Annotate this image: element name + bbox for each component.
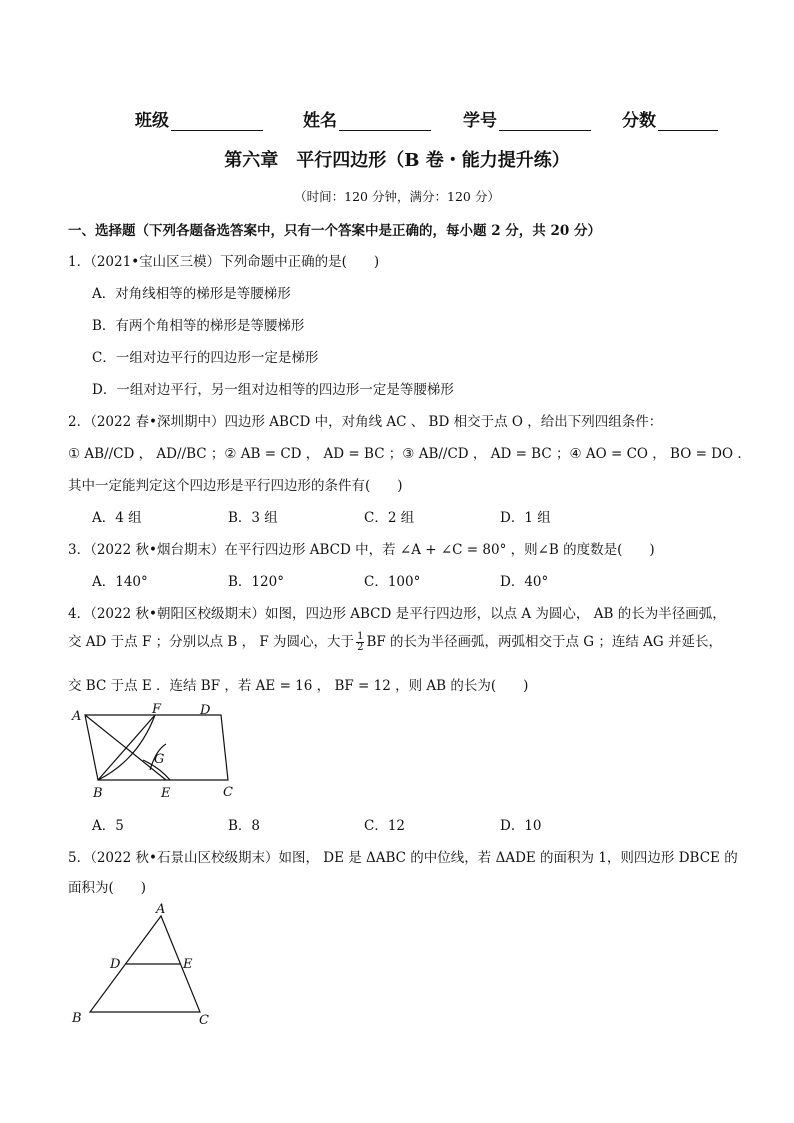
q3-option-c[interactable]: C．100° xyxy=(364,574,421,590)
q2-stem-line1: 2．（2022 春•深圳期中）四边形 ABCD 中，对角线 AC 、 BD 相交于点 O ，给出下列四组条件： xyxy=(68,414,663,430)
fraction-numerator: 1 xyxy=(357,631,364,642)
one-half-fraction xyxy=(356,632,364,653)
class-blank[interactable] xyxy=(171,112,263,131)
label-a: A xyxy=(156,902,166,917)
q2-option-a[interactable]: A．4 组 xyxy=(92,510,142,526)
q4-option-d[interactable]: D．10 xyxy=(500,818,542,834)
name-field[interactable] xyxy=(303,106,431,131)
fraction-denominator: 2 xyxy=(357,642,364,653)
q2-option-b[interactable]: B．3 组 xyxy=(228,510,278,526)
label-d: D xyxy=(110,957,121,972)
name-blank[interactable] xyxy=(339,112,431,131)
label-e: E xyxy=(183,957,193,972)
q2-stem-line3: 其中一定能判定这个四边形是平行四边形的条件有( ) xyxy=(68,478,403,494)
q3-option-d[interactable]: D．40° xyxy=(500,574,549,590)
name-label: 姓名 xyxy=(303,111,337,131)
label-f: F xyxy=(152,702,162,717)
q4-stem-line1: 4．（2022 秋•朝阳区校级期末）如图，四边形 ABCD 是平行四边形，以点 A 为圆心， AB 的长为半径画弧， xyxy=(68,606,726,622)
triangle-figure xyxy=(68,900,218,1030)
q1-option-b[interactable]: B．有两个角相等的梯形是等腰梯形 xyxy=(92,318,305,334)
segment-bf xyxy=(98,715,155,780)
student-id-label: 学号 xyxy=(463,111,497,131)
q4-line2-part1: 交 AD 于点 F ；分别以点 B ， F 为圆心，大于 xyxy=(68,634,355,650)
segment-ae xyxy=(85,715,166,780)
q2-stem-line2: ① AB//CD ， AD//BC ；② AB = CD ， AD = BC ；③ AB//CD ， AD = BC ；④ AO = CO ， BO = DO . xyxy=(68,446,742,462)
q4-option-b[interactable]: B．8 xyxy=(228,818,261,834)
label-b: B xyxy=(93,786,103,801)
label-e: E xyxy=(161,786,171,801)
student-id-blank[interactable] xyxy=(499,112,591,131)
parallelogram-figure xyxy=(68,700,248,802)
q3-option-b[interactable]: B．120° xyxy=(228,574,284,590)
q4-option-c[interactable]: C．12 xyxy=(364,818,406,834)
score-field[interactable] xyxy=(622,106,718,131)
label-d: D xyxy=(200,703,211,718)
score-label: 分数 xyxy=(622,111,656,131)
exam-time-note: （时间：120 分钟，满分：120 分） xyxy=(294,189,500,204)
class-label: 班级 xyxy=(135,111,169,131)
label-c: C xyxy=(223,785,233,800)
q1-stem: 1．（2021•宝山区三模）下列命题中正确的是( ) xyxy=(68,254,380,270)
label-b: B xyxy=(72,1011,82,1026)
q1-option-d[interactable]: D．一组对边平行，另一组对边相等的四边形一定是等腰梯形 xyxy=(92,382,454,398)
q4-stem-line3: 交 BC 于点 E ．连结 BF ，若 AE = 16 ， BF = 12 ，则 AB 的长为( ) xyxy=(68,678,529,694)
label-a: A xyxy=(72,709,82,724)
q2-option-d[interactable]: D．1 组 xyxy=(500,510,551,526)
q2-option-c[interactable]: C．2 组 xyxy=(364,510,415,526)
q3-stem: 3．（2022 秋•烟台期末）在平行四边形 ABCD 中，若 ∠A + ∠C = 80° ，则∠B 的度数是( ) xyxy=(68,542,655,558)
q5-stem-line1: 5．（2022 秋•石景山区校级期末）如图， DE 是 ΔABC 的中位线，若 ΔADE 的面积为 1，则四边形 DBCE 的 xyxy=(68,850,738,866)
q4-option-a[interactable]: A．5 xyxy=(92,818,124,834)
page-title: 第六章 平行四边形（B 卷・能力提升练） xyxy=(224,150,570,171)
q4-line2-part2: BF 的长为半径画弧，两弧相交于点 G ；连结 AG 并延长， xyxy=(366,634,722,650)
q1-option-a[interactable]: A．对角线相等的梯形是等腰梯形 xyxy=(92,286,291,302)
q3-option-a[interactable]: A．140° xyxy=(92,574,148,590)
label-c: C xyxy=(199,1013,209,1028)
class-field[interactable] xyxy=(135,106,263,131)
score-blank[interactable] xyxy=(658,112,718,131)
section-heading: 一、选择题（下列各题备选答案中，只有一个答案中是正确的，每小题 2 分，共 20 分） xyxy=(68,223,601,239)
label-g: G xyxy=(154,752,165,767)
q5-stem-line2: 面积为( ) xyxy=(68,880,147,896)
q4-stem-line2 xyxy=(68,630,722,653)
q1-option-c[interactable]: C．一组对边平行的四边形一定是梯形 xyxy=(92,350,319,366)
student-id-field[interactable] xyxy=(463,106,591,131)
